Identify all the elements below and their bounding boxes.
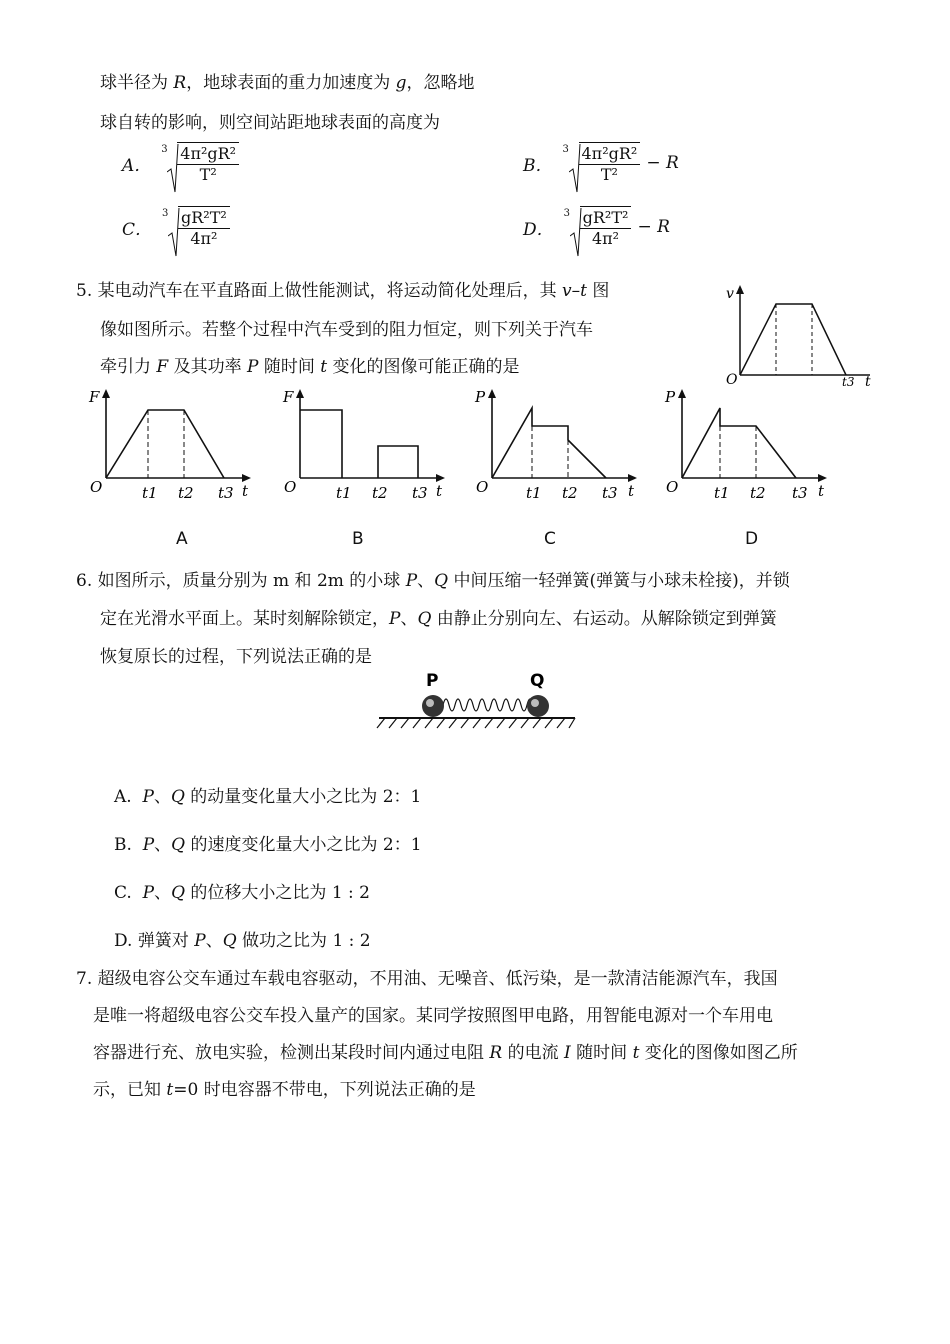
- radical-sign: [168, 206, 180, 258]
- q5-text: 图: [586, 281, 610, 301]
- graph-a-tick: t1: [142, 484, 158, 502]
- q5-text: 变化的图像可能正确的是: [327, 357, 520, 377]
- fraction: [177, 142, 239, 184]
- q6-option-d[interactable]: [114, 930, 371, 952]
- q5-var-vt: v–t: [562, 281, 587, 301]
- q6-line1: [76, 570, 790, 592]
- graph-b-x-label: t: [436, 482, 443, 500]
- denominator: 4π²: [190, 229, 218, 248]
- graph-c-tick: t3: [602, 484, 618, 502]
- root-index: 3: [562, 144, 569, 155]
- q4-text: 球半径为: [100, 73, 174, 93]
- q6-var-P: P: [142, 787, 154, 807]
- fraction: [579, 142, 641, 184]
- graph-d-y-label: P: [665, 388, 676, 406]
- q7-text: =0 时电容器不带电，下列说法正确的是: [173, 1080, 476, 1100]
- numerator: 4π²gR²: [579, 145, 641, 165]
- q6-option-label: D. 弹簧对: [114, 931, 195, 951]
- graph-c-y-label: P: [475, 388, 486, 406]
- spring: [443, 699, 539, 711]
- numerator: gR²T²: [178, 209, 230, 229]
- y-arrow-icon: [102, 389, 110, 398]
- q6-option-c[interactable]: [114, 882, 370, 904]
- q6-var-P: P: [194, 931, 206, 951]
- q4-text: ，忽略地: [406, 73, 475, 93]
- q6-var-Q: Q: [171, 883, 186, 903]
- graph-b-tick: t3: [412, 484, 428, 502]
- x-arrow-icon: [628, 474, 637, 482]
- q6-option-label: C.: [114, 883, 132, 903]
- graph-d-caption: D: [745, 529, 759, 549]
- q7-text: 容器进行充、放电实验，检测出某段时间内通过电阻: [93, 1043, 490, 1063]
- graph-a-line: [106, 410, 224, 478]
- ball-q: [527, 695, 549, 717]
- q6-option-text: 做功之比为 1 : 2: [236, 931, 371, 951]
- q5-var-P: P: [247, 357, 259, 377]
- q6-text: 定在光滑水平面上。某时刻解除锁定，: [100, 609, 389, 629]
- q6-var-Q: Q: [222, 931, 237, 951]
- q7-text: 变化的图像如图乙所: [639, 1043, 798, 1063]
- q6-option-label: B.: [114, 835, 132, 855]
- ball-p-highlight: [426, 699, 434, 707]
- q4-option-label: C．: [122, 219, 153, 240]
- q6-text: 、: [153, 787, 171, 807]
- q6-text: 中间压缩一轻弹簧(弹簧与小球未栓接)，并锁: [448, 571, 790, 591]
- q7-line2: 是唯一将超级电容公交车投入量产的国家。某同学按照图甲电路，用智能电源对一个车用电: [93, 1006, 773, 1026]
- q6-var-Q: Q: [171, 835, 186, 855]
- x-arrow-icon: [818, 474, 827, 482]
- q5-text: 及其功率: [168, 357, 248, 377]
- graph-a-tick: t3: [218, 484, 234, 502]
- q7-text: 的电流: [502, 1043, 565, 1063]
- q6-option-text: 的速度变化量大小之比为 2：1: [185, 835, 422, 855]
- q4-var-g: g: [395, 73, 407, 93]
- graph-c-tick: t1: [526, 484, 542, 502]
- numerator: 4π²gR²: [177, 145, 239, 165]
- q6-option-text: 的动量变化量大小之比为 2：1: [184, 787, 422, 807]
- q6-text: 、: [205, 931, 223, 951]
- graph-d-tick: t3: [792, 484, 808, 502]
- q7-line4: [93, 1079, 476, 1101]
- q5-line2: 像如图所示。若整个过程中汽车受到的阻力恒定，则下列关于汽车: [100, 320, 593, 340]
- y-arrow-icon: [488, 389, 496, 398]
- graph-a-origin: O: [90, 478, 103, 496]
- q6-text: 、: [400, 609, 418, 629]
- q5-var-F: F: [156, 357, 169, 377]
- q6-var-P: P: [405, 571, 418, 591]
- vt-x-label: t: [865, 374, 871, 390]
- q7-var-I: I: [564, 1043, 571, 1063]
- q7-line3: [93, 1042, 798, 1064]
- cube-root: [161, 142, 239, 184]
- q5-graph-b[interactable]: [280, 384, 455, 506]
- graph-b-origin: O: [284, 478, 297, 496]
- graph-a-caption: A: [176, 529, 188, 549]
- q6-text: 、: [417, 571, 435, 591]
- q5-text: 牵引力: [100, 357, 157, 377]
- root-index: 3: [161, 144, 168, 155]
- graph-c-x-label: t: [628, 482, 635, 500]
- graph-d-tick: t1: [714, 484, 730, 502]
- graph-d-origin: O: [666, 478, 679, 496]
- q6-var-P: P: [142, 835, 155, 855]
- graph-b-tick: t1: [336, 484, 352, 502]
- q6-option-b[interactable]: [114, 834, 422, 856]
- fraction: [580, 206, 632, 248]
- cube-root: [563, 142, 641, 184]
- ground-hatch: [377, 718, 575, 728]
- q6-var-Q: Q: [434, 571, 449, 591]
- vt-y-arrow-icon: [736, 285, 744, 294]
- graph-c-caption: C: [544, 529, 556, 549]
- q7-line1: 7. 超级电容公交车通过车载电容驱动，不用油、无噪音、低污染，是一款清洁能源汽车，我国: [76, 969, 778, 989]
- q5-line3: [100, 356, 520, 378]
- q4-option-b[interactable]: [523, 142, 679, 184]
- cube-root: [564, 206, 632, 248]
- root-index: 3: [162, 208, 169, 219]
- graph-a-x-label: t: [242, 482, 249, 500]
- q5-text: 5. 某电动汽车在平直路面上做性能测试，将运动简化处理后，其: [76, 281, 563, 301]
- spring-figure: [375, 668, 580, 730]
- ball-p: [422, 695, 444, 717]
- q5-text: 随时间: [258, 357, 321, 377]
- denominator: 4π²: [591, 229, 620, 248]
- q4-option-d[interactable]: [523, 206, 670, 248]
- q6-var-Q: Q: [417, 609, 432, 629]
- graph-b-tick: t2: [372, 484, 388, 502]
- q5-line1: [76, 280, 609, 302]
- q6-text: 、: [154, 835, 172, 855]
- q4-line2: 球自转的影响，则空间站距地球表面的高度为: [100, 113, 440, 133]
- y-arrow-icon: [296, 389, 304, 398]
- q6-var-P: P: [389, 609, 401, 629]
- vt-y-label: v: [726, 286, 734, 302]
- graph-b-caption: B: [352, 529, 364, 549]
- vt-t3-label: t3: [842, 375, 855, 389]
- vt-graph: [718, 282, 883, 390]
- denominator: T²: [199, 165, 217, 184]
- q7-var-R: R: [489, 1043, 503, 1063]
- radical-sign: [569, 142, 581, 194]
- q4-option-label: A．: [122, 155, 152, 176]
- cube-root: [162, 206, 230, 248]
- denominator: T²: [600, 165, 618, 184]
- ball-q-highlight: [531, 699, 539, 707]
- graph-c-origin: O: [476, 478, 489, 496]
- x-arrow-icon: [242, 474, 251, 482]
- graph-d-tick: t2: [750, 484, 766, 502]
- radical-sign: [167, 142, 179, 194]
- q4-option-a[interactable]: [122, 142, 245, 184]
- q6-var-Q: Q: [170, 787, 185, 807]
- ball-q-label: Q: [530, 671, 545, 691]
- q6-text: 、: [154, 883, 172, 903]
- vt-curve: [740, 304, 846, 375]
- vt-origin-label: O: [726, 372, 738, 388]
- q6-option-label: A.: [114, 787, 132, 807]
- graph-c-tick: t2: [562, 484, 578, 502]
- q7-var-t: t: [632, 1043, 640, 1063]
- q4-text: ，地球表面的重力加速度为: [186, 73, 396, 93]
- q7-text: 示，已知: [93, 1080, 167, 1100]
- q7-text: 随时间: [570, 1043, 633, 1063]
- root-index: 3: [563, 208, 571, 219]
- q7-var-t: t: [166, 1080, 174, 1100]
- q6-option-a[interactable]: [114, 786, 421, 808]
- q4-option-c[interactable]: [122, 206, 236, 248]
- q4-option-label: D．: [523, 219, 554, 240]
- q6-text: 6. 如图所示，质量分别为 m 和 2m 的小球: [76, 571, 406, 591]
- y-arrow-icon: [678, 389, 686, 398]
- q5-var-t: t: [320, 357, 328, 377]
- graph-a-tick: t2: [178, 484, 194, 502]
- q4-option-tail: − R: [637, 217, 670, 237]
- graph-b-y-label: F: [283, 388, 294, 406]
- q6-line3: 恢复原长的过程，下列说法正确的是: [100, 647, 372, 667]
- ball-p-label: P: [426, 671, 439, 691]
- q6-var-P: P: [142, 883, 155, 903]
- q6-text: 由静止分别向左、右运动。从解除锁定到弹簧: [431, 609, 777, 629]
- q4-option-label: B．: [523, 155, 553, 176]
- q5-graph-c[interactable]: [472, 384, 647, 506]
- graph-d-x-label: t: [818, 482, 825, 500]
- graph-a-y-label: F: [89, 388, 100, 406]
- q4-var-R: R: [173, 73, 187, 93]
- x-arrow-icon: [436, 474, 445, 482]
- q5-graph-d[interactable]: [662, 384, 837, 506]
- radical-sign: [570, 206, 582, 258]
- q6-line2: [100, 608, 777, 630]
- q6-option-text: 的位移大小之比为 1 : 2: [185, 883, 370, 903]
- numerator: gR²T²: [580, 209, 632, 229]
- q5-graph-a[interactable]: [86, 384, 261, 506]
- fraction: [178, 206, 230, 248]
- q4-option-tail: − R: [646, 153, 679, 173]
- q4-line1: [100, 72, 475, 94]
